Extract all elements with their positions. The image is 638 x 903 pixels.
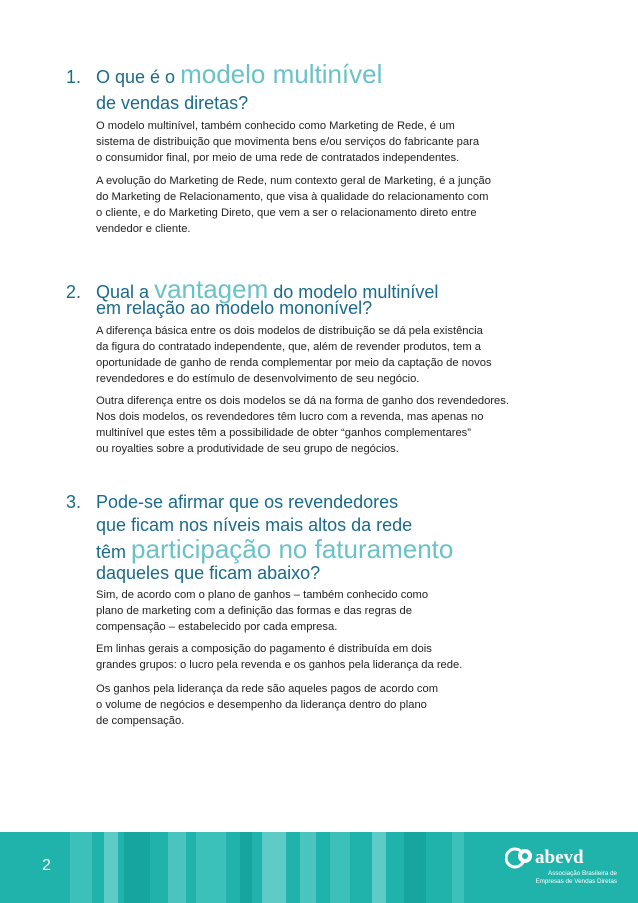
text-line: Em linhas gerais a composição do pagamento é distribuída em dois	[96, 643, 432, 655]
question-1-title-lead: O que é o	[96, 67, 176, 87]
text-line: A diferença básica entre os dois modelos de distribuição se dá pela existência	[96, 325, 483, 337]
question-1-title-line-2: de vendas diretas?	[96, 93, 249, 113]
logo-name: abevd	[535, 847, 584, 868]
logo-tagline	[513, 870, 617, 885]
decorative-stripe	[404, 832, 426, 903]
question-2-title-line-2: em relação ao modelo mononível?	[96, 298, 373, 318]
decorative-stripe	[104, 832, 118, 903]
question-3-title-highlight: participação no faturamento	[131, 534, 454, 564]
text-line: compensação – estabelecido por cada empresa.	[96, 621, 338, 633]
decorative-stripe	[124, 832, 150, 903]
question-1-paragraph-2	[96, 173, 566, 237]
question-2-title-lead: Qual a	[96, 282, 150, 302]
text-line: grandes grupos: o lucro pela revenda e os ganhos pela liderança da rede.	[96, 659, 463, 671]
question-1-title-line-1	[66, 61, 382, 87]
abevd-logo	[505, 846, 615, 886]
text-line: da figura do contratado independente, que, além de revender produtos, tem a	[96, 341, 481, 353]
question-2-paragraph-2	[96, 393, 566, 457]
text-line: do Marketing de Relacionamento, que visa à qualidade do relacionamento com	[96, 191, 489, 203]
text-line: ou royalties sobre a produtividade de seu grupo de negócios.	[96, 443, 399, 455]
logo-tagline-line-2: Empresas de Vendas Diretas	[535, 877, 617, 885]
question-1-number: 1.	[66, 67, 82, 87]
text-line: Outra diferença entre os dois modelos se dá na forma de ganho dos revendedores.	[96, 395, 509, 407]
page-number: 2	[42, 857, 51, 874]
question-3-paragraph-1	[96, 587, 566, 635]
decorative-stripe	[300, 832, 316, 903]
question-3-title-line-2: que ficam nos níveis mais altos da rede	[96, 515, 413, 535]
text-line: Sim, de acordo com o plano de ganhos – também conhecido como	[96, 589, 429, 601]
text-line: de compensação.	[96, 715, 185, 727]
question-3-title-prefix: têm	[96, 542, 127, 562]
question-3-paragraph-2	[96, 641, 566, 673]
decorative-stripe	[70, 832, 92, 903]
decorative-stripe	[196, 832, 226, 903]
text-line: o consumidor final, por meio de uma rede de contratados independentes.	[96, 152, 460, 164]
question-3-title-lead: Pode-se afirmar que os revendedores	[96, 492, 399, 512]
text-line: sistema de distribuição que movimenta bens e/ou serviços do fabricante para	[96, 136, 480, 148]
question-1-paragraph-1	[96, 118, 566, 166]
text-line: o cliente, e do Marketing Direto, que vem a ser o relacionamento direto entre	[96, 207, 477, 219]
question-3-paragraph-3	[96, 681, 566, 729]
question-3-title-line-4: daqueles que ficam abaixo?	[96, 563, 321, 583]
question-3-title-line-3	[96, 536, 453, 562]
text-line: Nos dois modelos, os revendedores têm lucro com a revenda, mas apenas no	[96, 411, 484, 423]
logo-tagline-line-1: Associação Brasileira de	[548, 870, 617, 877]
text-line: A evolução do Marketing de Rede, num contexto geral de Marketing, é a junção	[96, 175, 491, 187]
abevd-logo-icon	[505, 846, 537, 870]
decorative-stripe	[330, 832, 350, 903]
question-2-title-highlight: vantagem	[154, 274, 269, 304]
text-line: plano de marketing com a definição das formas e das regras de	[96, 605, 412, 617]
text-line: oportunidade de ganho de renda complementar por meio da captação de novos	[96, 357, 492, 369]
text-line: O modelo multinível, também conhecido como Marketing de Rede, é um	[96, 120, 455, 132]
text-line: revendedores e do estímulo de desenvolvimento de seu negócio.	[96, 373, 420, 385]
decorative-stripe	[372, 832, 386, 903]
text-line: Os ganhos pela liderança da rede são aqueles pagos de acordo com	[96, 683, 439, 695]
question-3-title-line-1	[66, 493, 398, 511]
text-line: vendedor e cliente.	[96, 223, 191, 235]
decorative-stripe	[262, 832, 286, 903]
text-line: multinível que estes têm a possibilidade de obter “ganhos complementares”	[96, 427, 471, 439]
question-1-title-highlight: modelo multinível	[180, 59, 383, 89]
text-line: o volume de negócios e desempenho da liderança dentro do plano	[96, 699, 427, 711]
decorative-stripe	[240, 832, 252, 903]
decorative-stripe	[168, 832, 186, 903]
question-3-number: 3.	[66, 492, 82, 512]
question-2-title-tail: do modelo multinível	[273, 282, 439, 302]
decorative-stripe	[452, 832, 464, 903]
question-2-paragraph-1	[96, 323, 566, 387]
question-2-number: 2.	[66, 282, 82, 302]
